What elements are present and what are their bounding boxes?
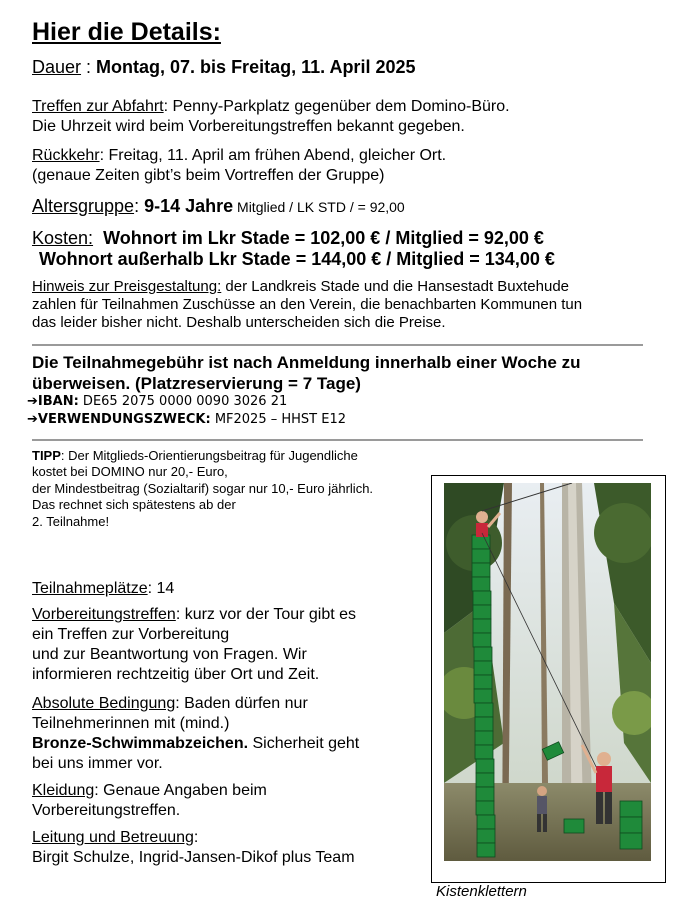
teilnahmeplaetze-value: : 14 (147, 580, 175, 597)
kosten-line-1 (32, 228, 544, 249)
rueckkehr-line-1 (32, 146, 446, 165)
rueckkehr-line-2: (genaue Zeiten gibt’s beim Vortreffen der Gruppe) (32, 167, 385, 184)
bedingung-line-4: bei uns immer vor. (32, 755, 163, 772)
tipp-line-2: kostet bei DOMINO nur 20,- Euro, (32, 464, 228, 479)
treffen-line-2: Die Uhrzeit wird beim Vorbereitungstreffen bekannt gegeben. (32, 118, 465, 135)
altersgruppe-label: Altersgruppe (32, 196, 135, 216)
tipp-label: TIPP (32, 448, 61, 463)
page-title: Hier die Details: (32, 18, 221, 46)
vorbereitung-line-2: ein Treffen zur Vorbereitung (32, 626, 230, 643)
leitung-label: Leitung und Betreuung (32, 829, 194, 846)
bedingung-line-1 (32, 694, 308, 713)
altersgruppe-value: 9-14 Jahre (144, 196, 234, 216)
kosten-wohnort-im-lkr: Wohnort im Lkr Stade = 102,00 € / Mitglied = 92,00 € (103, 228, 544, 248)
treffen-label: Treffen zur Abfahrt (32, 98, 164, 115)
verwendungszweck-line (27, 411, 346, 428)
altersgruppe-note: Mitglied / LK STD / = 92,00 (233, 199, 405, 215)
dauer-line (32, 57, 416, 78)
teilnahmeplaetze-label: Teilnahmeplätze (32, 580, 148, 597)
altersgruppe-line (32, 196, 405, 218)
schwimmabzeichen: Bronze-Schwimmabzeichen. (32, 735, 249, 752)
zahlung-line-1: Die Teilnahmegebühr ist nach Anmeldung innerhalb einer Woche zu (32, 353, 581, 372)
bedingung-text-3: Sicherheit geht (248, 735, 360, 752)
teilnahmeplaetze-line (32, 579, 174, 598)
leitung-colon: : (193, 829, 199, 846)
photo-caption: Kistenklettern (436, 883, 527, 900)
iban-label: IBAN: (37, 394, 79, 409)
vorbereitung-line-1 (32, 605, 356, 624)
bedingung-label: Absolute Bedingung (32, 695, 176, 712)
treffen-line-1 (32, 97, 510, 116)
leitung-line-1 (32, 828, 198, 847)
hinweis-label: Hinweis zur Preisgestaltung: (32, 278, 222, 295)
arrow-right-icon: ➔ (27, 394, 38, 409)
tipp-line-4: Das rechnet sich spätestens ab der (32, 497, 236, 512)
tipp-text-1: : Der Mitglieds-Orientierungsbeitrag für Jugendliche (60, 448, 358, 463)
kleidung-label: Kleidung (32, 782, 95, 799)
dauer-label: Dauer (32, 57, 82, 77)
crate-climbing-illustration (444, 483, 651, 861)
hinweis-line-1 (32, 278, 569, 296)
vorbereitung-line-3: und zur Beantwortung von Fragen. Wir (32, 646, 307, 663)
kleidung-line-1 (32, 781, 267, 800)
crate-climbing-photo (444, 483, 651, 861)
divider-2 (32, 439, 643, 441)
rueckkehr-value: : Freitag, 11. April am frühen Abend, gleicher Ort. (99, 147, 447, 164)
bedingung-text-1: : Baden dürfen nur (175, 695, 308, 712)
kleidung-text-1: : Genaue Angaben beim (94, 782, 267, 799)
kleidung-line-2: Vorbereitungstreffen. (32, 802, 181, 819)
tipp-line-5: 2. Teilnahme! (32, 514, 110, 529)
zahlung-line-2: überweisen. (Platzreservierung = 7 Tage) (32, 374, 361, 393)
altersgruppe-sep: : (134, 196, 145, 216)
vorbereitung-line-4: informieren rechtzeitig über Ort und Zeit. (32, 666, 320, 683)
treffen-value: : Penny-Parkplatz gegenüber dem Domino-Büro. (163, 98, 510, 115)
arrow-right-icon: ➔ (27, 412, 38, 427)
hinweis-text-1: der Landkreis Stade und die Hansestadt Buxtehude (221, 278, 570, 295)
vorbereitung-label: Vorbereitungstreffen (32, 606, 176, 623)
kosten-label: Kosten: (32, 228, 94, 248)
vorbereitung-text-1: : kurz vor der Tour gibt es (175, 606, 357, 623)
tipp-line-3: der Mindestbeitrag (Sozialtarif) sogar nur 10,- Euro jährlich. (32, 481, 374, 496)
leitung-line-2: Birgit Schulze, Ingrid-Jansen-Dikof plus Team (32, 849, 355, 866)
iban-line (27, 393, 287, 410)
rueckkehr-label: Rückkehr (32, 147, 100, 164)
bedingung-line-3 (32, 734, 359, 753)
photo-frame (431, 475, 666, 883)
dauer-value: Montag, 07. bis Freitag, 11. April 2025 (96, 57, 416, 77)
verwendungszweck-value: MF2025 – HHST E12 (210, 412, 346, 427)
hinweis-line-3: das leider bisher nicht. Deshalb unterscheiden sich die Preise. (32, 314, 446, 331)
tipp-line-1 (32, 448, 358, 464)
iban-value: DE65 2075 0000 0090 3026 21 (78, 394, 288, 409)
kosten-line-2: Wohnort außerhalb Lkr Stade = 144,00 € / Mitglied = 134,00 € (39, 249, 555, 269)
hinweis-line-2: zahlen für Teilnahmen Zuschüsse an den Verein, die benachbarten Kommunen tun (32, 296, 583, 313)
divider-1 (32, 344, 643, 346)
verwendungszweck-label: VERWENDUNGSZWECK: (37, 412, 211, 427)
bedingung-line-2: Teilnehmerinnen mit (mind.) (32, 715, 230, 732)
dauer-sep: : (81, 57, 97, 77)
